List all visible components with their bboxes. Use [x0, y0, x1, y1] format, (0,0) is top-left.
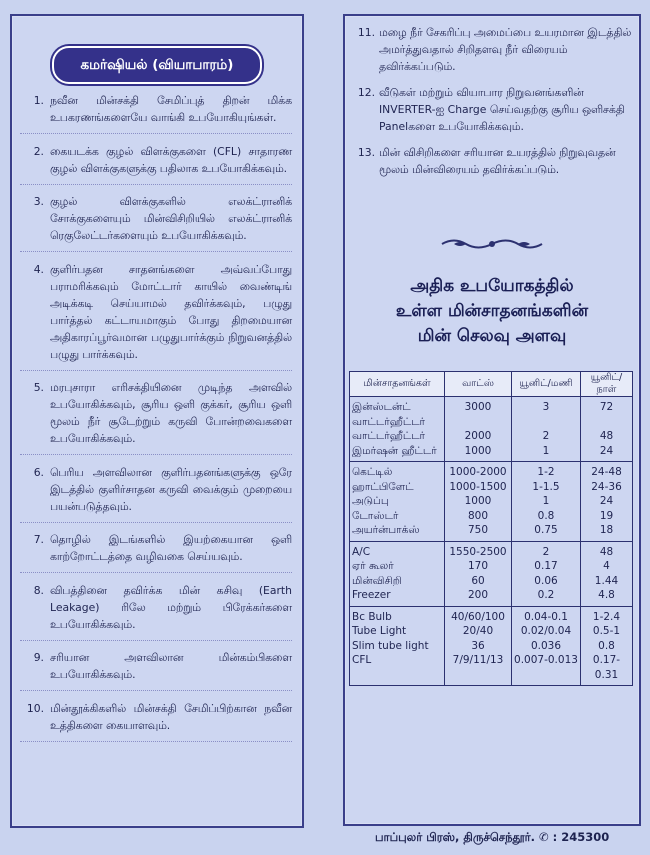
tip-number: 8. [33, 583, 44, 597]
tip-text: தொழில் இடங்களில் இயற்கையான ஒளி காற்றோட்டத்தை வழிவகை செய்யவும். [50, 533, 292, 563]
watts-cell [445, 606, 512, 686]
tip-number: 13. [357, 146, 375, 159]
unit-day-value: 48 [599, 545, 614, 558]
unit-day-value: 1-2.4 [592, 610, 621, 623]
left-panel [10, 14, 304, 828]
right-panel [343, 14, 641, 826]
unit-hour-value: 0.04-0.1 [524, 610, 568, 623]
tip-item [20, 649, 292, 691]
table-group-row [350, 541, 633, 606]
unit-hour-cell [512, 462, 581, 542]
section-heading-badge: கமர்ஷியல் (வியாபாரம்) [52, 46, 262, 84]
watts-value: 800 [467, 509, 489, 522]
unit-hour-value: 1 [542, 495, 550, 507]
tip-number: 4. [33, 262, 44, 276]
title-line: மின் செலவு அளவு [417, 326, 567, 346]
tip-item [20, 464, 292, 523]
appliance-cell [350, 541, 445, 606]
tip-text: கையடக்க குழல் விளக்குகளை (CFL) சாதாரண குழல் விளக்குகளுக்கு பதிலாக உபயோகிக்கவும். [50, 144, 292, 175]
unit-day-value: 19 [599, 509, 614, 522]
unit-day-value: 24 [599, 444, 614, 457]
unit-day-value: 72 [599, 401, 614, 413]
appliance-cell [350, 462, 445, 542]
watts-value: 1000-2000 [449, 466, 507, 478]
table-group-row [350, 397, 633, 462]
tip-item [20, 193, 292, 252]
tip-number: 1. [33, 94, 44, 107]
appliance-name: அடுப்பு [352, 495, 389, 507]
unit-day-value: 0.5-1 [592, 625, 621, 637]
table-title [345, 274, 639, 349]
tip-text: பெரிய அளவிலான குளிர்பதனங்களுக்கு ஒரே இடத்தில் குளிர்சாதன கருவி வைக்கும் முறையை பயன்படுத்தவும். [50, 465, 292, 513]
tip-text: சரியான அளவிலான மின்கம்பிகளை உபயோகிக்கவும். [50, 651, 292, 681]
tip-number: 3. [33, 195, 44, 208]
unit-day-value: 24-48 [591, 466, 622, 478]
unit-hour-value: 0.8 [537, 509, 555, 522]
table-group-row [350, 462, 633, 542]
watts-value: 20/40 [462, 625, 494, 637]
tip-item [20, 531, 292, 573]
appliance-name: Slim tube light [352, 639, 429, 652]
tips-list-right [349, 24, 633, 187]
tips-list-left [20, 92, 292, 750]
table-body [350, 397, 633, 686]
unit-hour-value: 1-2 [537, 466, 555, 478]
tip-number: 2. [33, 144, 44, 158]
tip-text: வீடுகள் மற்றும் வியாபார நிறுவனங்களின் INVERTER-ஐ Charge செய்வதற்கு சூரிய ஒளிசக்தி Panelகளை உபயோகிக்கவும். [379, 86, 625, 133]
tip-number: 12. [357, 86, 375, 99]
watts-value: 2000 [464, 430, 492, 442]
watts-cell [445, 397, 512, 462]
unit-hour-value: 2 [542, 545, 550, 558]
tip-item [20, 379, 292, 455]
appliance-name: Freezer [352, 589, 391, 601]
title-line: அதிக உபயோகத்தில் [410, 276, 574, 296]
table-header-row [350, 372, 633, 397]
power-consumption-table [349, 371, 633, 686]
tip-item [349, 144, 633, 178]
tip-number: 5. [33, 381, 44, 394]
appliance-name: Bc Bulb [352, 610, 392, 623]
unit-day-value: 1.44 [594, 574, 619, 587]
tip-text: குளிர்பதன சாதனங்களை அவ்வப்போது பராமரிக்கவும் மோட்டார் காயில் வைண்டிங் அடிக்கடி செய்யாமல் தவிர்க்கவும், பழுது பார்த்தல் கட்டாயமாகும் போது திறமையான அதிகாரப்பூர்வமான பழுதுபார்க்கும் நிறுவனத்தில் பழுது பார்க்கவும். [50, 262, 292, 361]
watts-value: 170 [467, 560, 489, 572]
tip-text: மரபுசாரா எரிசக்தியினை முடிந்த அளவில் உபயோகிக்கவும், சூரிய ஒளி குக்கர், சூரிய ஒளி மூலம் நீர் சூடேற்றும் கருவி போன்றவைகளை உபயோகிக்கவும். [50, 381, 292, 445]
unit-day-cell [581, 606, 633, 686]
appliance-name: கெட்டில் [352, 466, 393, 478]
tip-text: நவீன மின்சக்தி சேமிப்புத் திறன் மிக்க உபகரணங்களையே வாங்கி உபயோகியுங்கள். [50, 94, 292, 124]
watts-value: 1000-1500 [449, 480, 507, 493]
watts-cell [445, 462, 512, 542]
unit-day-value: 24-36 [591, 480, 622, 493]
unit-day-value: 4.8 [598, 589, 615, 601]
tip-item [20, 143, 292, 185]
tip-item [20, 261, 292, 371]
tip-text: குழல் விளக்குகளில் எலக்ட்ரானிக் சோக்குகளையும் மின்விசிறியில் எலக்ட்ரானிக் ரெகுலேட்டர்களையும் உபயோகிக்கவும். [50, 195, 292, 242]
col-header-unit-day: யூனிட்/நாள் [581, 372, 633, 397]
unit-hour-value: 2 [542, 430, 550, 442]
table-group-row [350, 606, 633, 686]
watts-value: 200 [467, 589, 489, 601]
watts-value: 1000 [464, 444, 492, 457]
appliance-name: அயர்ன்பாக்ஸ் [352, 524, 420, 536]
watts-value: 40/60/100 [451, 610, 505, 623]
unit-hour-value: 0.06 [534, 574, 558, 587]
unit-hour-value: 0.2 [537, 589, 555, 601]
appliance-cell [350, 397, 445, 462]
unit-hour-value: 1 [542, 444, 550, 457]
unit-hour-value: 1-1.5 [532, 480, 560, 493]
appliance-cell [350, 606, 445, 686]
unit-hour-value: 0.036 [530, 639, 562, 652]
watts-value: 7/9/11/13 [452, 654, 504, 666]
tip-number: 7. [33, 533, 44, 546]
tip-text: மின் விசிறிகளை சரியான உயரத்தில் நிறுவுவதன் மூலம் மின்விரையம் தவிர்க்கப்படும். [379, 146, 616, 176]
watts-value: 750 [467, 524, 489, 536]
watts-value: 36 [471, 639, 485, 652]
unit-day-cell [581, 397, 633, 462]
appliance-name: வாட்டர்ஹீட்டர் [352, 430, 426, 442]
unit-day-value: 0.8 [598, 639, 615, 652]
appliance-name: ஏர் கூலர் [352, 560, 394, 572]
unit-day-cell [581, 541, 633, 606]
tip-number: 10. [26, 701, 44, 715]
tip-item [349, 84, 633, 135]
col-header-appliance: மின்சாதனங்கள் [350, 372, 445, 397]
printer-footer: பாப்புலர் பிரஸ், திருச்செந்தூர். ✆ : 245300 [375, 830, 610, 844]
unit-hour-cell [512, 541, 581, 606]
unit-day-value: 24 [599, 495, 614, 507]
unit-hour-cell [512, 606, 581, 686]
tip-text: மழை நீர் சேகரிப்பு அமைப்பை உயரமான இடத்தில் அமர்த்துவதால் சிறிதளவு நீர் விரையம் தவிர்க்கப்படும். [379, 26, 632, 73]
appliance-name: இமர்ஷன் ஹீட்டர் [352, 444, 437, 457]
unit-day-value: 18 [599, 524, 614, 536]
tip-item [20, 582, 292, 641]
col-header-watts: வாட்ஸ் [445, 372, 512, 397]
tip-item [20, 700, 292, 742]
tip-text: மின்தூக்கிகளில் மின்சக்தி சேமிப்பிற்கான நவீன உத்திகளை கையாளவும். [50, 701, 292, 732]
appliance-name: CFL [352, 654, 372, 666]
unit-hour-value: 3 [542, 401, 550, 413]
appliance-name: மின்விசிறி [352, 574, 402, 587]
watts-value: 60 [471, 574, 485, 587]
unit-hour-value: 0.17 [534, 560, 558, 572]
tip-number: 9. [33, 651, 44, 664]
title-line: உள்ள மின்சாதனங்களின் [395, 301, 589, 321]
unit-hour-cell [512, 397, 581, 462]
col-header-unit-hour: யூனிட்/மணி [512, 372, 581, 397]
appliance-name: இன்ஸ்டன்ட் [352, 401, 411, 413]
tip-number: 6. [33, 465, 44, 479]
watts-value: 3000 [464, 401, 492, 413]
watts-value: 1000 [464, 495, 492, 507]
unit-day-value: 48 [599, 430, 614, 442]
appliance-name: ஹாட்பிளேட் [352, 480, 414, 493]
ornament-divider-icon [440, 236, 544, 252]
watts-value: 1550-2500 [449, 545, 507, 558]
unit-day-value: 4 [603, 560, 610, 572]
tip-number: 11. [357, 26, 375, 39]
appliance-name: வாட்டர்ஹீட்டர் [352, 415, 426, 428]
unit-day-cell [581, 462, 633, 542]
unit-hour-value: 0.75 [534, 524, 558, 536]
watts-cell [445, 541, 512, 606]
appliance-name: டோஸ்டர் [352, 509, 399, 522]
tip-item [349, 24, 633, 75]
appliance-name: Tube Light [352, 625, 407, 637]
unit-hour-value: 0.007-0.013 [514, 654, 578, 666]
tip-text: விபத்தினை தவிர்க்க மின் கசிவு (Earth Leakage) ரிலே மற்றும் பிரேக்கர்களை உபயோகிக்கவும். [50, 583, 292, 631]
unit-hour-value: 0.02/0.04 [520, 625, 572, 637]
unit-day-value: 0.17-0.31 [592, 654, 621, 681]
appliance-name: A/C [352, 545, 371, 558]
tip-item [20, 92, 292, 134]
